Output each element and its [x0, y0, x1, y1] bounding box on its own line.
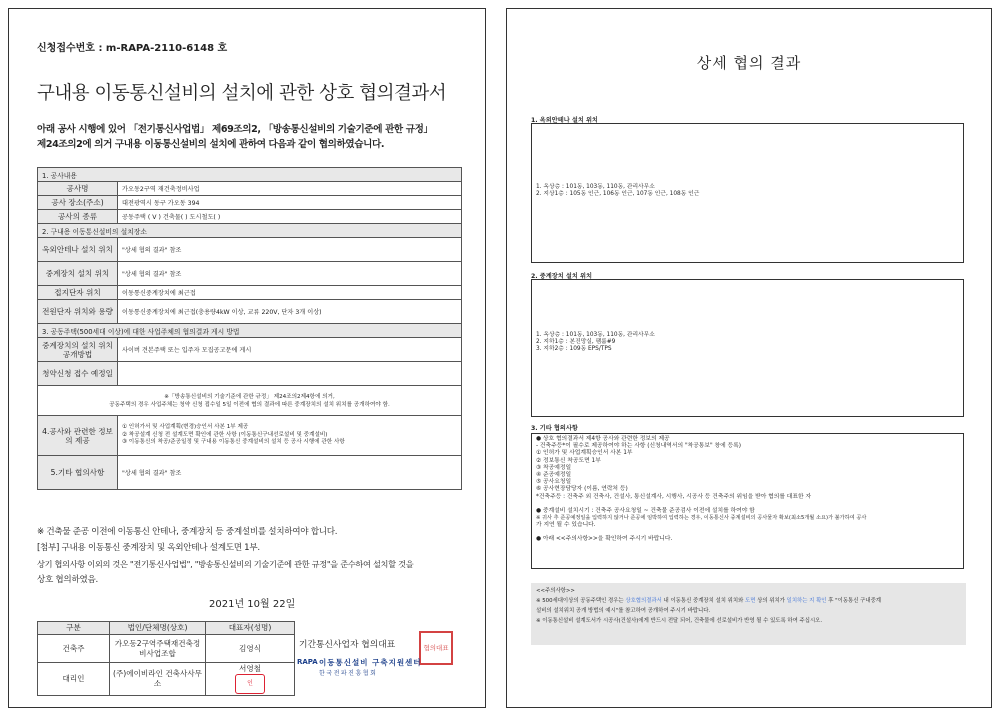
caution-text: ※ 500세대이상의 공동주택인 경우는 [536, 598, 626, 604]
caution-text: 내 이동통신 중계장치 설치 위치와 [661, 598, 745, 604]
info-line: ② 착공설계 신청 전 설계도면 확인에 관한 사항 (이동통신구내선로설비 및 중계설비) [122, 431, 328, 438]
rapa-center-name: 이동통신설비 구축지원센터 [319, 658, 422, 667]
registration-number: 신청접수번호 : m-RAPA-2110-6148 호 [37, 43, 228, 54]
field-value: 이동통신중계장치에 최근접(충용량4kW 이상, 교류 220V, 단자 3개 이상) [118, 300, 462, 324]
caution-title: <<주의사항>> [536, 588, 575, 594]
caution-line [536, 596, 961, 606]
warning-line: 상호 협의하였음. [37, 575, 98, 585]
note-line: 공동주택의 경우 사업주체는 청약 신청 접수일 5일 이전에 협의 결과에 따른 중계장치의 설치 위치를 공개하여야 함. [109, 401, 390, 408]
matter-line: ④ 준공예정일 [536, 472, 572, 479]
section-header: 1. 공사내용 [38, 168, 462, 182]
location-line: 1. 옥상층 : 101동, 103동, 110동, 관리사무소 [536, 332, 655, 338]
agreement-table [37, 167, 462, 490]
matter-line: ③ 착공예정일 [536, 464, 572, 471]
matter-line: ⑥ 공사현장담당자 (이름, 연락처 등) [536, 486, 628, 493]
matter-line: 가 지연 될 수 있습니다. [536, 522, 596, 529]
field-label: 4.공사와 관련한 정보의 제공 [38, 416, 118, 456]
agreement-form-page [8, 8, 486, 708]
field-value: 사이버 견본주택 또는 입주자 모집공고문에 게시 [118, 338, 462, 362]
antenna-location-box [531, 123, 964, 263]
sign-rep: 김영식 [206, 635, 295, 663]
warning-block [37, 524, 467, 588]
other-matters-box [531, 433, 964, 569]
caution-highlight: 일치하는 지 확인 [786, 598, 827, 604]
intro-line: 제24조의2에 의거 구내용 이동통신설비의 설치에 관하여 다음과 같이 협의하였습니다. [37, 139, 385, 150]
field-label: 공사의 종류 [38, 210, 118, 224]
field-value [118, 416, 462, 456]
location-line: 3. 지하2층 : 109동 EPS/TPS [536, 346, 612, 353]
field-value: 공동주택 ( V ) 건축물( ) 도시철도( ) [118, 210, 462, 224]
note-line: ※「방송통신설비의 기술기준에 관한 규정」 제24조의2제4항에 의거, [164, 393, 335, 400]
location-line: 2. 지상1층 : 105동 인근, 106동 인근, 107동 인근, 108동 인근 [536, 191, 700, 198]
info-line: ③ 이동통신의 착공/준공일정 및 구내용 이동통신 중계설비의 설치 등 공사 시행에 관한 사항 [122, 439, 345, 446]
signature-table [37, 621, 295, 696]
sign-header: 법인/단체명(상호) [110, 622, 206, 635]
matter-line: ● 중계설비 설치시기 : 건축주 공사요청일 ~ 건축물 준공검사 이전에 설치를 하여야 함 [536, 507, 755, 514]
field-label: 5.기타 협의사항 [38, 456, 118, 490]
caution-highlight: 상호협의결과서 [625, 598, 662, 604]
field-value: "상세 협의 결과" 참조 [118, 238, 462, 262]
official-seal-icon: 협의대표 [419, 631, 453, 665]
caution-notice [531, 583, 966, 645]
sign-header: 구분 [38, 622, 110, 635]
matter-line: ● 아래 <<주의사항>>을 확인하여 주시기 바랍니다. [536, 536, 673, 543]
matter-line: ⑤ 공사요청일 [536, 479, 572, 486]
field-label: 청약신청 접수 예정일 [38, 362, 118, 386]
field-label: 중계장치 설치 위치 [38, 262, 118, 286]
field-label: 전원단자 위치와 용량 [38, 300, 118, 324]
caution-highlight: 도면 [745, 598, 756, 604]
caution-line: 설비의 설치위치 공개 방법의 예시"를 참고하여 공개하여 주시기 바랍니다. [536, 608, 711, 614]
section-title: 2. 중계장치 설치 위치 [531, 273, 592, 280]
matter-line: ① 인허가 및 사업계획승인서 사본 1부 [536, 450, 633, 457]
document-title: 구내용 이동통신설비의 설치에 관한 상호 협의결과서 [37, 83, 447, 104]
section-title: 1. 옥외안테나 설치 위치 [531, 117, 598, 124]
section-title: 3. 기타 협의사항 [531, 425, 578, 432]
field-value [118, 362, 462, 386]
field-label: 공사 장소(주소) [38, 196, 118, 210]
sign-org: 가오동2구역주택재건축정비사업조합 [110, 635, 206, 663]
field-value: "상세 협의 결과" 참조 [118, 262, 462, 286]
repeater-location-box [531, 279, 964, 417]
seal-stamp-icon: 인 [235, 674, 265, 694]
field-label: 공사명 [38, 182, 118, 196]
matter-line: *건축주등 : 건축주 외 건축사, 건설사, 통신설계사, 시행사, 시공사 등 건축주의 위임을 받아 협의를 대표한 자 [536, 493, 812, 500]
field-value: "상세 협의 결과" 참조 [118, 456, 462, 490]
matter-line [536, 501, 959, 508]
matter-line: - 건축주등*이 필수로 제공하여야 하는 사항 (신청내역서의 "착공통보" 창에 등록) [536, 443, 742, 450]
field-value: 이동통신중계장치에 최근접 [118, 286, 462, 300]
warning-line: ※ 건축물 준공 이전에 이동통신 안테나, 중계장치 등 중계설비를 설치하여야 합니다. [37, 527, 338, 537]
sign-rep-cell [206, 663, 295, 696]
agreement-date: 2021년 10월 22일 [209, 599, 296, 610]
matter-line: ② 정보통신 착공도면 1부 [536, 457, 601, 464]
detailed-results-page [506, 8, 992, 708]
sign-type: 건축주 [38, 635, 110, 663]
field-label: 옥외안테나 설치 위치 [38, 238, 118, 262]
matter-line: ● 상호 협의결과서 제4항 공사와 관련한 정보의 제공 [536, 436, 670, 442]
info-line: ① 인허가서 및 사업계획(변경)승인서 사본 1부 제공 [122, 424, 249, 431]
regulation-note [38, 386, 462, 416]
rapa-logo [297, 655, 457, 685]
detail-page-title: 상세 협의 결과 [696, 54, 802, 72]
location-line: 2. 지하1층 : 본진망실, 팸룸#9 [536, 339, 616, 346]
section-header: 2. 구내용 이동통신설비의 설치장소 [38, 224, 462, 238]
carrier-representative-label: 기간통신사업자 협의대표 [299, 640, 396, 650]
sign-rep: 서영철 [238, 664, 261, 673]
matter-line: ※ 귀사 추 준공예정일을 입력하지 않거나 준공에 임박하여 입력하는 경우, 이동통신사 중계설비의 공사물자 확보(최소5개월 소요)가 불가하여 공사 [536, 515, 867, 522]
intro-paragraph [37, 122, 467, 152]
warning-line: [첨부] 구내용 이동통신 중계장치 및 옥외안테나 설계도면 1부. [37, 543, 260, 553]
caution-text: 상의 위치가 [755, 598, 787, 604]
location-line: 1. 옥상층 : 101동, 103동, 110동, 관리사무소 [536, 184, 655, 190]
caution-line: ※ 이동통신설비 설계도서가 시공사(건설사)에게 반드시 전달 되어, 건축물에 선로설비가 반영 될 수 있도록 하여 주십시오. [536, 618, 823, 624]
field-value: 대전광역시 동구 가오동 394 [118, 196, 462, 210]
sign-type: 대리인 [38, 663, 110, 696]
field-label: 중계장치의 설치 위치 공개방법 [38, 338, 118, 362]
field-value: 가오동2구역 재건축정비사업 [118, 182, 462, 196]
rapa-mark-icon: RAPA [297, 658, 318, 666]
intro-line: 아래 공사 시행에 있어 「전기통신사업법」 제69조의2, 「방송통신설비의 기술기준에 관한 규정」 [37, 124, 433, 135]
field-label: 접지단자 위치 [38, 286, 118, 300]
sign-org: (주)에이비라인 건축사사무소 [110, 663, 206, 696]
section-header: 3. 공동주택(500세대 이상)에 대한 사업주체의 협의결과 게시 방법 [38, 324, 462, 338]
rapa-association-name: 한국전파진흥협회 [319, 670, 378, 677]
sign-header: 대표자(성명) [206, 622, 295, 635]
caution-text: 후 "이동통신 구내중계 [826, 598, 881, 604]
warning-line: 상기 협의사항 이외의 것은 "전기통신사업법", "방송통신설비의 기술기준에 관한 규정"을 준수하여 설치할 것을 [37, 559, 414, 569]
